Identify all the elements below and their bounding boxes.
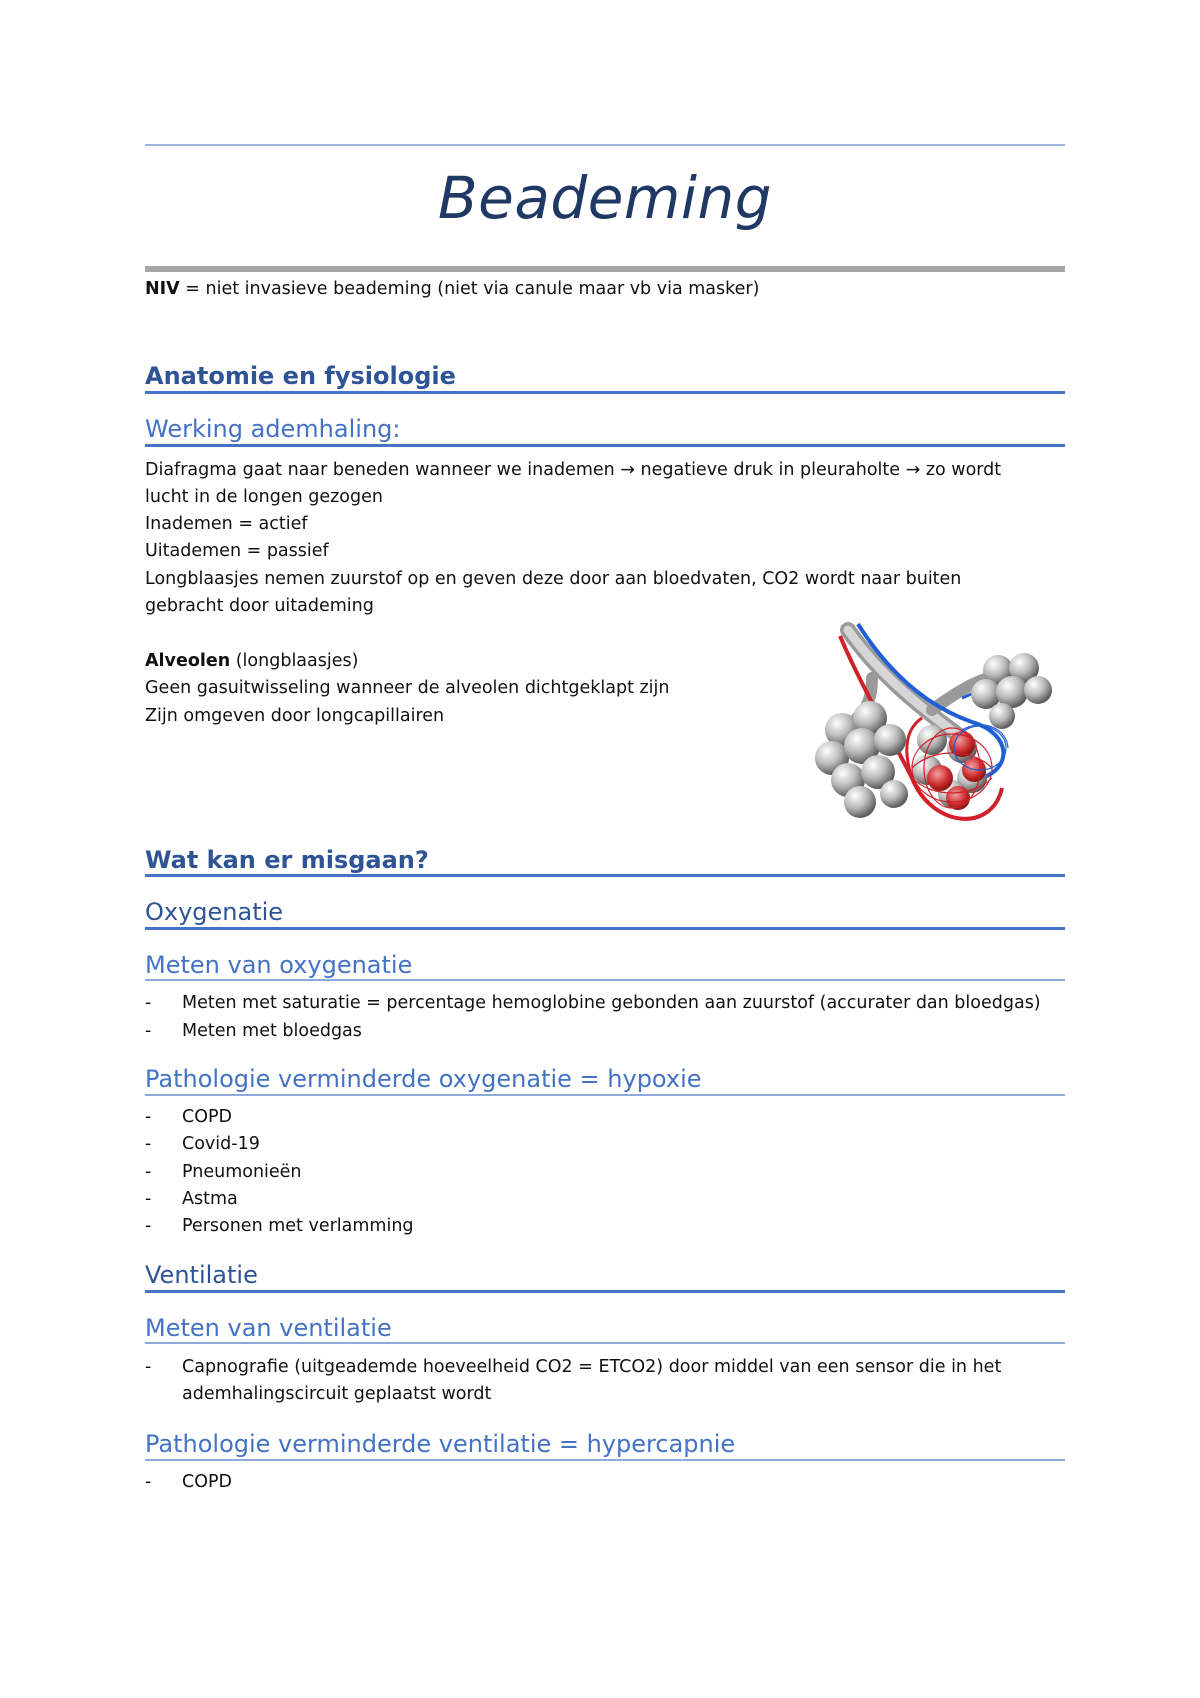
intro-bold-term: NIV [145,279,180,299]
alveoli-cluster-center [912,725,1008,810]
alveoli-illustration [812,618,1052,840]
intro-definition: = niet invasieve beademing (niet via canule maar vb via masker) [179,279,760,299]
title-bottom-rule [145,266,1065,272]
list-item [145,1104,1065,1131]
alveoli-cluster-right [971,653,1052,729]
list-item-text: Meten met bloedgas [182,1021,362,1041]
list-item-text: Pneumonieën [182,1162,302,1182]
list-dash: - [145,1134,152,1154]
list-dash: - [145,1189,152,1209]
heading-problems-underline [145,874,1065,877]
list-dash: - [145,1357,152,1377]
heading-ventilation: Ventilatie [145,1261,258,1289]
list-dash: - [145,1162,152,1182]
list-item [145,1159,1065,1186]
heading-oxygenation-underline [145,927,1065,930]
intro-line [145,276,759,303]
list-dash: - [145,1216,152,1236]
alveoli-title [145,648,358,675]
list-item [145,1018,1065,1045]
heading-oxygenation: Oxygenatie [145,898,284,926]
list-item [145,1354,1065,1408]
heading-measure-ventilation-underline [145,1342,1065,1344]
heading-measure-ventilation: Meten van ventilatie [145,1314,392,1342]
heading-pathology-oxygenation-underline [145,1094,1065,1096]
heading-anatomy-underline [145,391,1065,394]
alveoli-bold: Alveolen [145,651,231,671]
heading-measure-oxygenation-underline [145,979,1065,981]
working-line-2: lucht in de longen gezogen [145,487,383,507]
list-item [145,1186,1065,1213]
list-item-text: Personen met verlamming [182,1216,414,1236]
alveoli-rest: (longblaasjes) [230,651,359,671]
working-line-6: gebracht door uitademing [145,596,374,616]
list-item-text: COPD [182,1472,233,1492]
heading-pathology-oxygenation: Pathologie verminderde oxygenatie = hypoxie [145,1065,702,1093]
list-item-text: Covid-19 [182,1134,260,1154]
alveoli-line-2: Zijn omgeven door longcapillairen [145,706,445,726]
alveoli-cluster-left [815,701,908,818]
document-title: Beademing [437,164,773,232]
list-dash: - [145,1107,152,1127]
working-line-5: Longblaasjes nemen zuurstof op en geven deze door aan bloedvaten, CO2 wordt naar buiten [145,569,962,589]
heading-problems: Wat kan er misgaan? [145,846,429,874]
list-dash: - [145,993,152,1013]
alveoli-line-1: Geen gasuitwisseling wanneer de alveolen dichtgeklapt zijn [145,678,670,698]
list-item-text: Astma [182,1189,238,1209]
working-line-3: Inademen = actief [145,514,308,534]
heading-pathology-ventilation-underline [145,1459,1065,1461]
list-item-text: Meten met saturatie = percentage hemoglobine gebonden aan zuurstof (accurater dan bloedgas) [182,993,1041,1013]
heading-measure-oxygenation: Meten van oxygenatie [145,951,413,979]
heading-pathology-ventilation: Pathologie verminderde ventilatie = hypercapnie [145,1430,736,1458]
heading-working-underline [145,444,1065,447]
list-item [145,1131,1065,1158]
list-item-text-continued: ademhalingscircuit geplaatst wordt [182,1384,492,1404]
list-dash: - [145,1021,152,1041]
list-dash: - [145,1472,152,1492]
list-item [145,990,1065,1017]
list-item-text: COPD [182,1107,233,1127]
list-item-text: Capnografie (uitgeademde hoeveelheid CO2 = ETCO2) door middel van een sensor die in het [182,1357,1002,1377]
heading-working: Werking ademhaling: [145,415,401,443]
working-line-4: Uitademen = passief [145,541,329,561]
working-line-1: Diafragma gaat naar beneden wanneer we inademen → negatieve druk in pleuraholte → zo wordt [145,460,1002,480]
heading-ventilation-underline [145,1290,1065,1293]
title-top-rule [145,144,1065,146]
list-item [145,1213,1065,1240]
list-item [145,1469,1065,1496]
heading-anatomy: Anatomie en fysiologie [145,362,456,390]
